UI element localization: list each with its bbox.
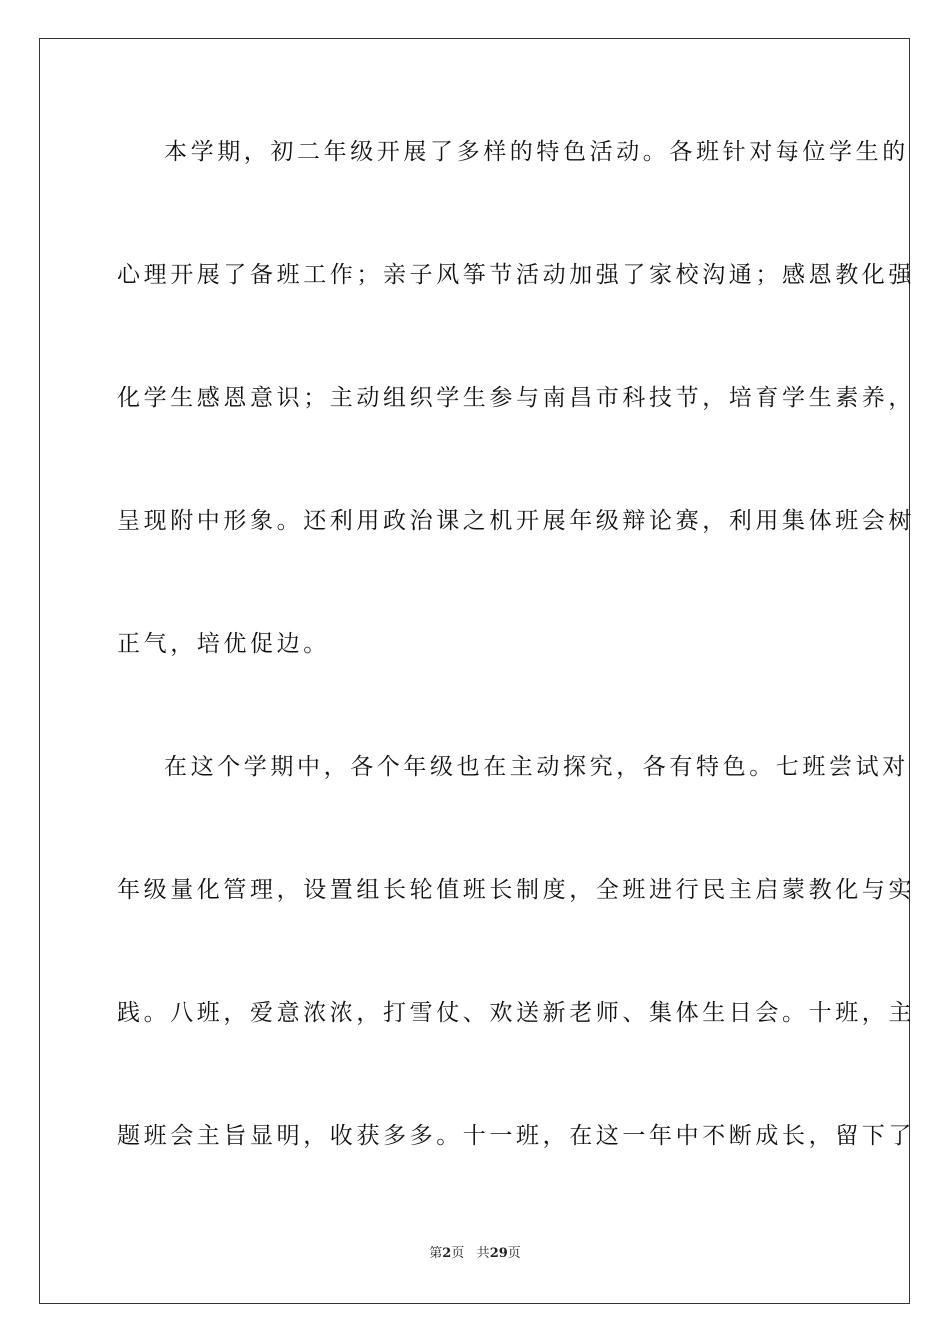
footer-page-suffix: 页 bbox=[451, 1246, 465, 1261]
page-border bbox=[39, 38, 915, 1304]
footer-total-suffix: 页 bbox=[507, 1246, 521, 1261]
paragraph-1-line-1: 本学期，初二年级开展了多样的特色活动。各班针对每位学生的 bbox=[164, 139, 909, 165]
footer-total-prefix: 共 bbox=[476, 1246, 490, 1261]
footer-total-pages: 29 bbox=[489, 1246, 508, 1261]
paragraph-1-line-4: 呈现附中形象。还利用政治课之机开展年级辩论赛，利用集体班会树 bbox=[117, 508, 915, 534]
paragraph-1-line-3: 化学生感恩意识；主动组织学生参与南昌市科技节，培育学生素养， bbox=[117, 385, 915, 411]
paragraph-1-line-2: 心理开展了备班工作；亲子风筝节活动加强了家校沟通；感恩教化强 bbox=[117, 262, 915, 288]
paragraph-2-line-1: 在这个学期中，各个年级也在主动探究，各有特色。七班尝试对 bbox=[164, 754, 909, 780]
paragraph-1-line-5: 正气，培优促边。 bbox=[117, 631, 330, 657]
page-footer bbox=[0, 1245, 950, 1263]
paragraph-2-line-4: 题班会主旨显明，收获多多。十一班，在这一年中不断成长，留下了 bbox=[117, 1123, 915, 1149]
footer-page-number: 2 bbox=[442, 1246, 452, 1261]
footer-page-prefix: 第 bbox=[429, 1246, 443, 1261]
paragraph-2-line-3: 践。八班，爱意浓浓，打雪仗、欢送新老师、集体生日会。十班，主 bbox=[117, 1000, 915, 1026]
paragraph-2-line-2: 年级量化管理，设置组长轮值班长制度，全班进行民主启蒙教化与实 bbox=[117, 877, 915, 903]
